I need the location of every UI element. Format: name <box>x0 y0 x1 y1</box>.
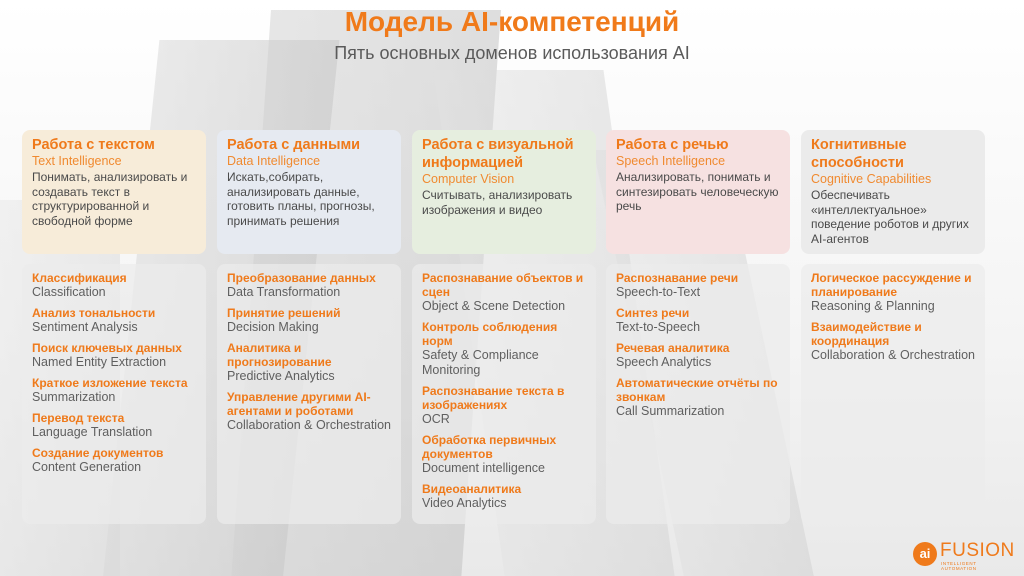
capability-item <box>227 271 391 300</box>
capability-name-en: Summarization <box>32 390 116 404</box>
domain-card-header <box>217 130 401 254</box>
capability-name: Речевая аналитика <box>616 341 730 355</box>
capability-name: Контроль соблюдения норм <box>422 320 558 348</box>
capability-item <box>811 320 975 363</box>
domain-title: Работа с речью <box>616 137 729 153</box>
domain-description: Понимать, анализировать и создавать текст в структурированной и свободной форме <box>32 170 188 228</box>
domain-title-en: Data Intelligence <box>227 154 321 168</box>
capability-item <box>811 271 975 314</box>
capability-name-en: Reasoning & Planning <box>811 299 935 313</box>
capability-item <box>227 306 391 335</box>
capability-name-en: Call Summarization <box>616 404 725 418</box>
capability-item <box>422 320 586 378</box>
capability-item <box>616 306 780 335</box>
fusion-logo <box>913 540 1013 570</box>
capability-name-en: Safety & Compliance Monitoring <box>422 348 539 377</box>
logo-mark: ai <box>913 542 937 566</box>
capability-name: Распознавание речи <box>616 271 739 285</box>
domain-title-en: Text Intelligence <box>32 154 122 168</box>
capability-item <box>32 341 196 370</box>
domain-title-en: Cognitive Capabilities <box>811 172 932 186</box>
domain-capabilities-card <box>606 264 790 524</box>
capability-name-en: Sentiment Analysis <box>32 320 138 334</box>
capability-name: Создание документов <box>32 446 164 460</box>
capability-item <box>32 446 196 475</box>
capability-item <box>227 390 391 433</box>
logo-tagline: INTELLIGENT AUTOMATION <box>941 561 977 571</box>
capability-item <box>227 341 391 384</box>
capability-item <box>32 411 196 440</box>
capability-item <box>616 341 780 370</box>
logo-word: FUSION <box>940 540 1015 561</box>
page-title: Модель AI-компетенций <box>344 6 680 37</box>
domain-title: Работа с визуальной информацией <box>422 137 574 171</box>
capability-name: Краткое изложение текста <box>32 376 188 390</box>
capability-item <box>422 433 586 476</box>
capability-item <box>32 376 196 405</box>
capability-name: Классификация <box>32 271 127 285</box>
capability-item <box>616 376 780 419</box>
capability-name-en: OCR <box>422 412 450 426</box>
domain-title-en: Speech Intelligence <box>616 154 726 168</box>
capability-item <box>32 271 196 300</box>
capability-name-en: Predictive Analytics <box>227 369 335 383</box>
domain-card-header <box>22 130 206 254</box>
capability-name: Преобразование данных <box>227 271 376 285</box>
capability-name: Видеоаналитика <box>422 482 522 496</box>
capability-name-en: Classification <box>32 285 106 299</box>
capability-name: Аналитика и прогнозирование <box>227 341 332 369</box>
capability-name-en: Collaboration & Orchestration <box>227 418 391 432</box>
capability-name: Логическое рассуждение и планирование <box>811 271 972 299</box>
capability-name-en: Video Analytics <box>422 496 507 510</box>
capability-name: Взаимодействие и координация <box>811 320 922 348</box>
capability-name-en: Language Translation <box>32 425 153 439</box>
capability-name: Анализ тональности <box>32 306 156 320</box>
domain-capabilities-card <box>217 264 401 524</box>
capability-item <box>616 271 780 300</box>
capability-item <box>422 271 586 314</box>
capability-name-en: Document intelligence <box>422 461 545 475</box>
capability-name-en: Collaboration & Orchestration <box>811 348 975 362</box>
domain-capabilities-card <box>801 264 985 524</box>
capability-name: Обработка первичных документов <box>422 433 557 461</box>
domain-title: Работа с данными <box>227 137 361 153</box>
capability-name-en: Text-to-Speech <box>616 320 701 334</box>
capability-name-en: Speech-to-Text <box>616 285 701 299</box>
capability-name: Перевод текста <box>32 411 125 425</box>
domain-card-header <box>412 130 596 254</box>
capability-name: Поиск ключевых данных <box>32 341 182 355</box>
domain-capabilities-card <box>22 264 206 524</box>
domain-description: Считывать, анализировать изображения и видео <box>422 188 573 217</box>
capability-name: Управление другими AI-агентами и роботами <box>227 390 371 418</box>
capability-name-en: Decision Making <box>227 320 319 334</box>
page-subtitle: Пять основных доменов использования AI <box>334 43 690 63</box>
domain-title: Работа с текстом <box>32 137 155 153</box>
capability-name: Распознавание объектов и сцен <box>422 271 584 299</box>
domain-description: Анализировать, понимать и синтезировать человеческую речь <box>616 170 779 213</box>
capability-name: Принятие решений <box>227 306 341 320</box>
capability-name: Распознавание текста в изображениях <box>422 384 565 412</box>
domain-card-header <box>606 130 790 254</box>
domain-title: Когнитивные способности <box>811 137 907 171</box>
capability-name: Автоматические отчёты по звонкам <box>616 376 778 404</box>
domain-card-header <box>801 130 985 254</box>
capability-name-en: Content Generation <box>32 460 142 474</box>
domain-description: Обеспечивать «интеллектуальное» поведение роботов и других AI-агентов <box>811 188 969 246</box>
capability-name-en: Object & Scene Detection <box>422 299 566 313</box>
capability-name-en: Speech Analytics <box>616 355 712 369</box>
domain-capabilities-card <box>412 264 596 524</box>
capability-name-en: Named Entity Extraction <box>32 355 167 369</box>
capability-name-en: Data Transformation <box>227 285 341 299</box>
domain-description: Искать,собирать, анализировать данные, готовить планы, прогнозы, принимать решения <box>227 170 375 228</box>
capability-item <box>422 482 586 511</box>
capability-item <box>32 306 196 335</box>
capability-name: Синтез речи <box>616 306 690 320</box>
domain-title-en: Computer Vision <box>422 172 515 186</box>
capability-item <box>422 384 586 427</box>
